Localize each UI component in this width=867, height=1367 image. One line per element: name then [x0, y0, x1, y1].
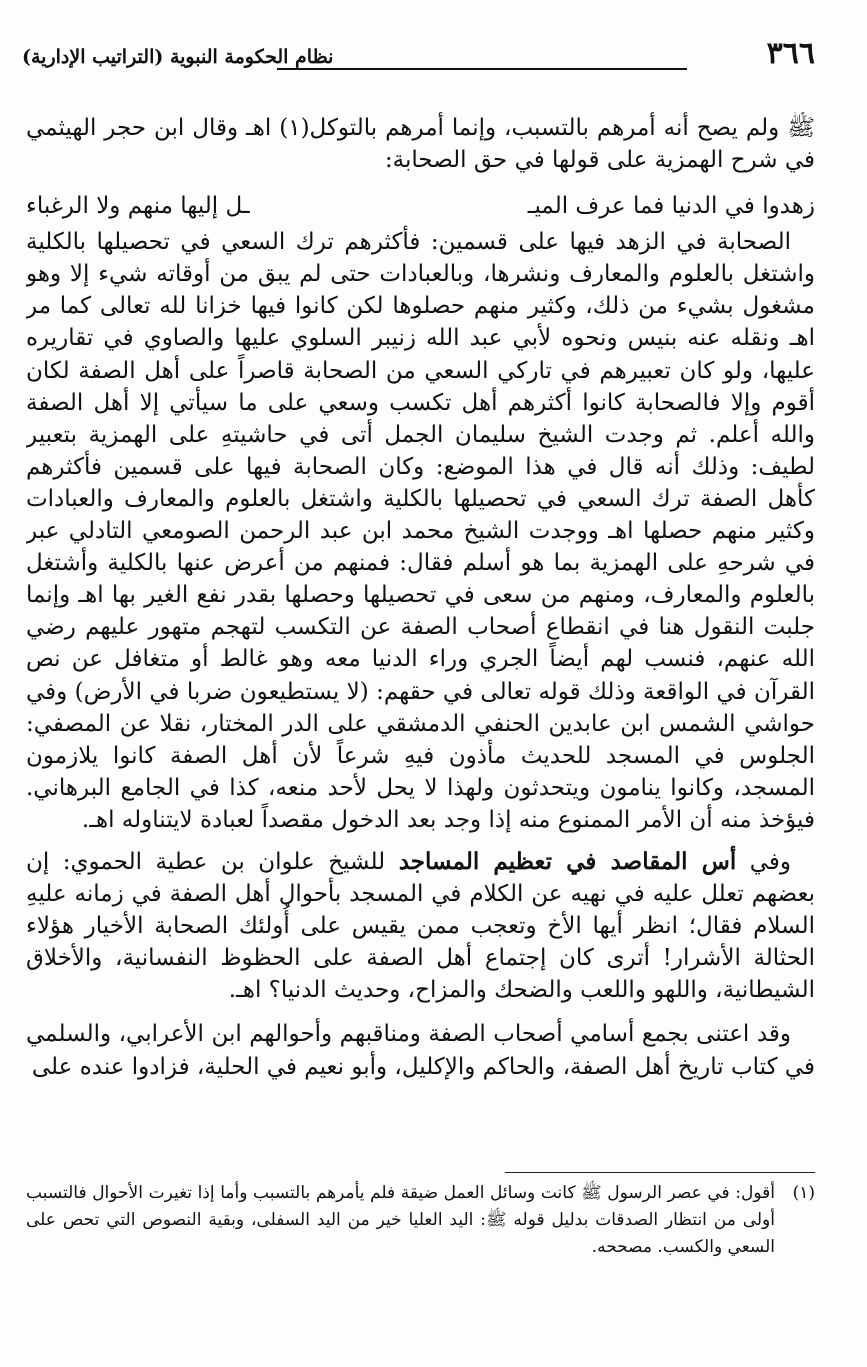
paragraph-3-rest: للشيخ علوان بن عطية الحموي: إن بعضهم تعلل عليه في نهيه عن الكلام في المسجد بأحوال أهل الصفة في زمانه عليهِ السلام فقال؛ انظر أيها الأخ وتعجب ممن يقيس على أُولئك الصحابة الأخيار هؤلاء الحثالة الأشرار! أترى كان إجتماع أهل الصفة على الحظوظ النفسانية، والأخلاق الشيطانية، واللهو واللعب والضحك والمزاح، وحديث الدنيا؟ اهـ.: [26, 848, 815, 1004]
verse-first-hemistich: زهدوا في الدنيا فما عرف الميـ: [527, 193, 815, 220]
footnote-marker: (١): [792, 1183, 815, 1203]
page-number: ٣٦٦: [766, 36, 815, 71]
main-text: [26, 112, 815, 1167]
book-title: أس المقاصد في تعظيم المساجد: [398, 847, 737, 875]
header-rule: [277, 68, 687, 70]
poem-verse: [26, 190, 815, 222]
paragraph-3: [26, 846, 815, 1006]
footnote-text: أقول: في عصر الرسول ﷺ كانت وسائل العمل ضيقة فلم يأمرهم بالتسبب وأما إذا تغيرت الأحوال فالتسبب أولى من انتظار الصدقات بدليل قوله ﷺ: اليد العليا خير من اليد السفلى، وبقية النصوص التي تحص على السعي والكسب. مصححه.: [26, 1183, 775, 1257]
paragraph-2: الصحابة في الزهد فيها على قسمين: فأكثرهم ترك السعي في تحصيلها بالكلية واشتغل بالعلوم والمعارف ونشرها، وبالعبادات حتى لم يبق من أوقاته شيء إلا وهو مشغول بشيء من ذلك، وكثير منهم حصلوها لكن كانوا فيها خزانا لله تعالى كما مر اهـ ونقله عنه بنيس ونحوه لأبي عبد الله زنيبر السلوي عليها والصاوي في تقاريره عليها، ولو كان تعبيرهم في تاركي السعي من الصحابة قاصراً على أهل الصفة لكان أقوم وإلا فالصحابة كانوا أكثرهم أهل تكسب وسعي على ما سيأتي إلا أهل الصفة والله أعلم. ثم وجدت الشيخ سليمان الجمل أتى في حاشيتهِ على الهمزية بتعبير لطيف: وذلك أنه قال في هذا الموضع: وكان الصحابة فيها على قسمين فأكثرهم كأهل الصفة ترك السعي في تحصيلها بالكلية واشتغل بالعلوم والمعارف والعبادات وكثير منهم حصلها اهـ ووجدت الشيخ محمد ابن عبد الرحمن الصومعي التادلي عبر في شرحهِ على الهمزية بما هو أسلم فقال: فمنهم من أعرض عنها بالكلية وأشتغل بالعلوم والمعارف، ومنهم من سعى في تحصيلها وحصلها بقدر نفع الغير بها اهـ وإنما جلبت النقول هنا في انقطاع أصحاب الصفة عن التكسب لتهجم متهور عليهم رضي الله عنهم، فنسب لهم أيضاً الجري وراء الدنيا معه وهو غالط أو متغافل عن نص القرآن في الواقعة وذلك قوله تعالى في حقهم: (لا يستطيعون ضربا في الأرض) وفي حواشي الشمس ابن عابدين الحنفي الدمشقي على الدر المختار، نقلا عن المصفي: الجلوس في المسجد للحديث مأذون فيهِ شرعاً لأن أهل الصفة كانوا يلازمون المسجد، وكانوا ينامون ويتحدثون ولهذا لا يحل لأحد منعه، كذا في الجامع البرهاني. فيؤخذ منه أن الأمر الممنوع منه إذا وجد بعد الدخول مقصداً لعبادة لايتناوله اهـ.: [26, 229, 815, 833]
paragraph-4: وقد اعتنى بجمع أسامي أصحاب الصفة ومناقبهم وأحوالهم ابن الأعرابي، والسلمي في كتاب تاريخ أهل الصفة، والحاكم والإكليل، وأبو نعيم في الحلية، فزادوا عنده على: [26, 1021, 815, 1080]
paragraph-3-intro: وفي: [749, 848, 792, 875]
footnote-rule: [505, 1172, 815, 1173]
paragraph-1: ﷺ ولم يصح أنه أمرهم بالتسبب، وإنما أمرهم بالتوكل(١) اهـ وقال ابن حجر الهيثمي في شرح الهمزية على قولها في حق الصحابة:: [26, 115, 815, 174]
running-title: نظام الحكومة النبوية (التراتيب الإدارية): [22, 46, 334, 68]
verse-second-hemistich: ـل إليها منهم ولا الرغباء: [26, 193, 250, 220]
page-header: [22, 36, 815, 80]
footnote: [26, 1180, 815, 1330]
footnote-row: [26, 1180, 815, 1261]
